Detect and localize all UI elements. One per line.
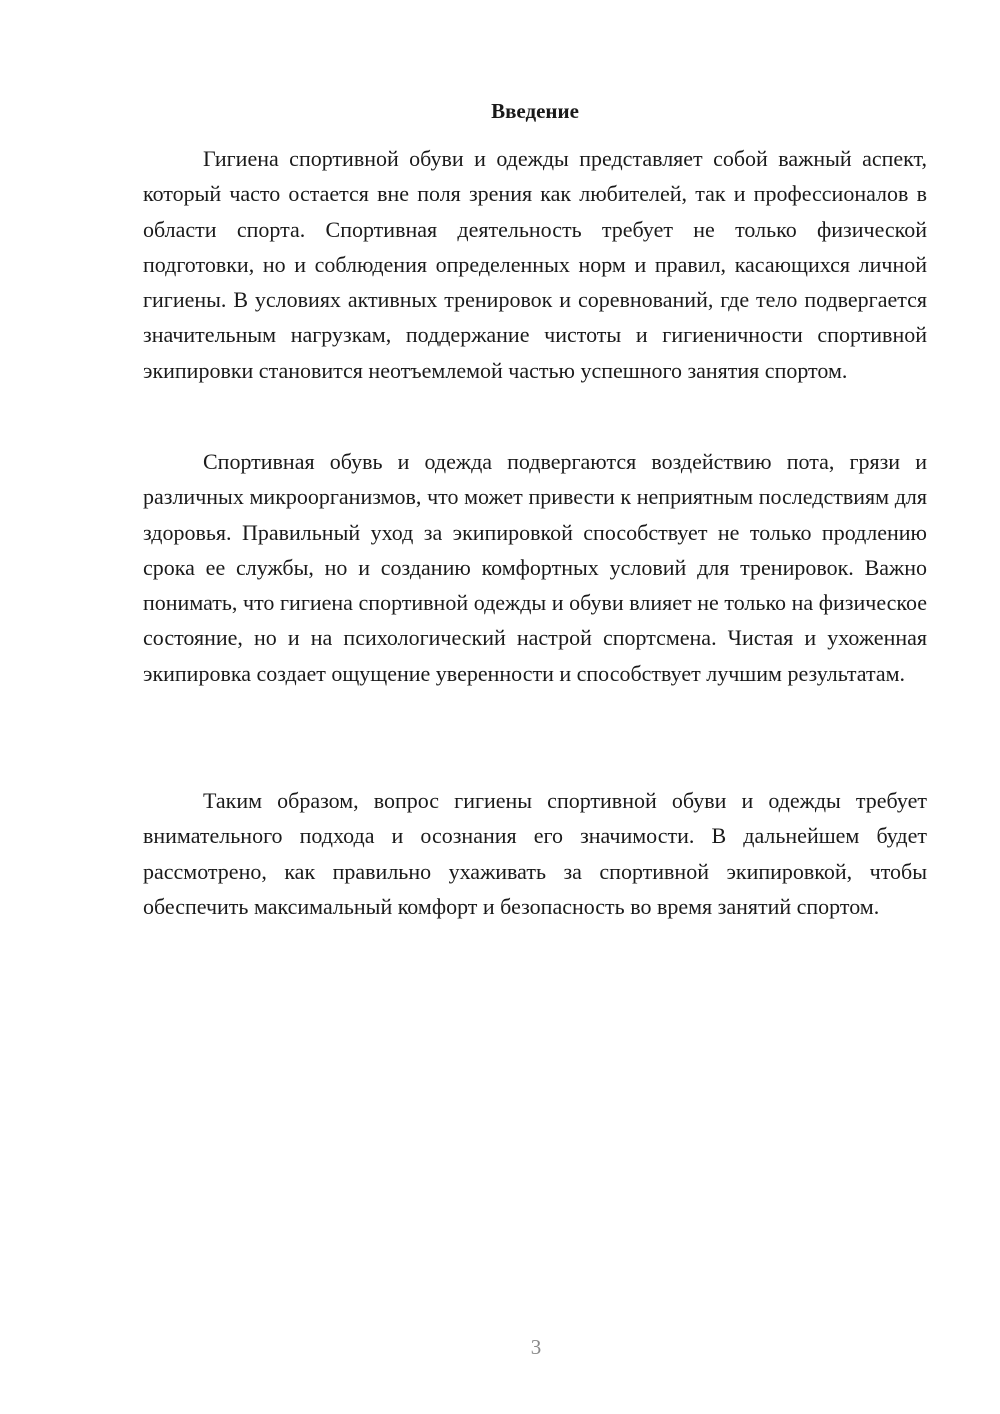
page-number: 3 [530,1335,542,1359]
section-title: Введение [491,99,579,123]
paragraph-3: Таким образом, вопрос гигиены спортивной обуви и одежды требует внимательного подхода и осознания его значимости. В дальнейшем будет рассмотрено, как правильно ухаживать за спортивной экипировкой, чтобы обеспечить максимальный комфорт и безопасность во время занятий спортом. [143,788,927,919]
paragraph-1: Гигиена спортивной обуви и одежды представляет собой важный аспект, который часто остается вне поля зрения как любителей, так и профессионалов в области спорта. Спортивная деятельность требует не только физической подготовки, но и соблюдения определенных норм и правил, касающихся личной гигиены. В условиях активных тренировок и соревнований, где тело подвергается значительным нагрузкам, поддержание чистоты и гигиеничности спортивной экипировки становится неотъемлемой частью успешного занятия спортом. [143,146,927,383]
paragraph-2: Спортивная обувь и одежда подвергаются воздействию пота, грязи и различных микроорганизмов, что может привести к неприятным последствиям для здоровья. Правильный уход за экипировкой способствует не только продлению срока ее службы, но и созданию комфортных условий для тренировок. Важно понимать, что гигиена спортивной одежды и обуви влияет не только на физическое состояние, но и на психологический настрой спортсмена. Чистая и ухоженная экипировка создает ощущение уверенности и способствует лучшим результатам. [143,449,927,686]
